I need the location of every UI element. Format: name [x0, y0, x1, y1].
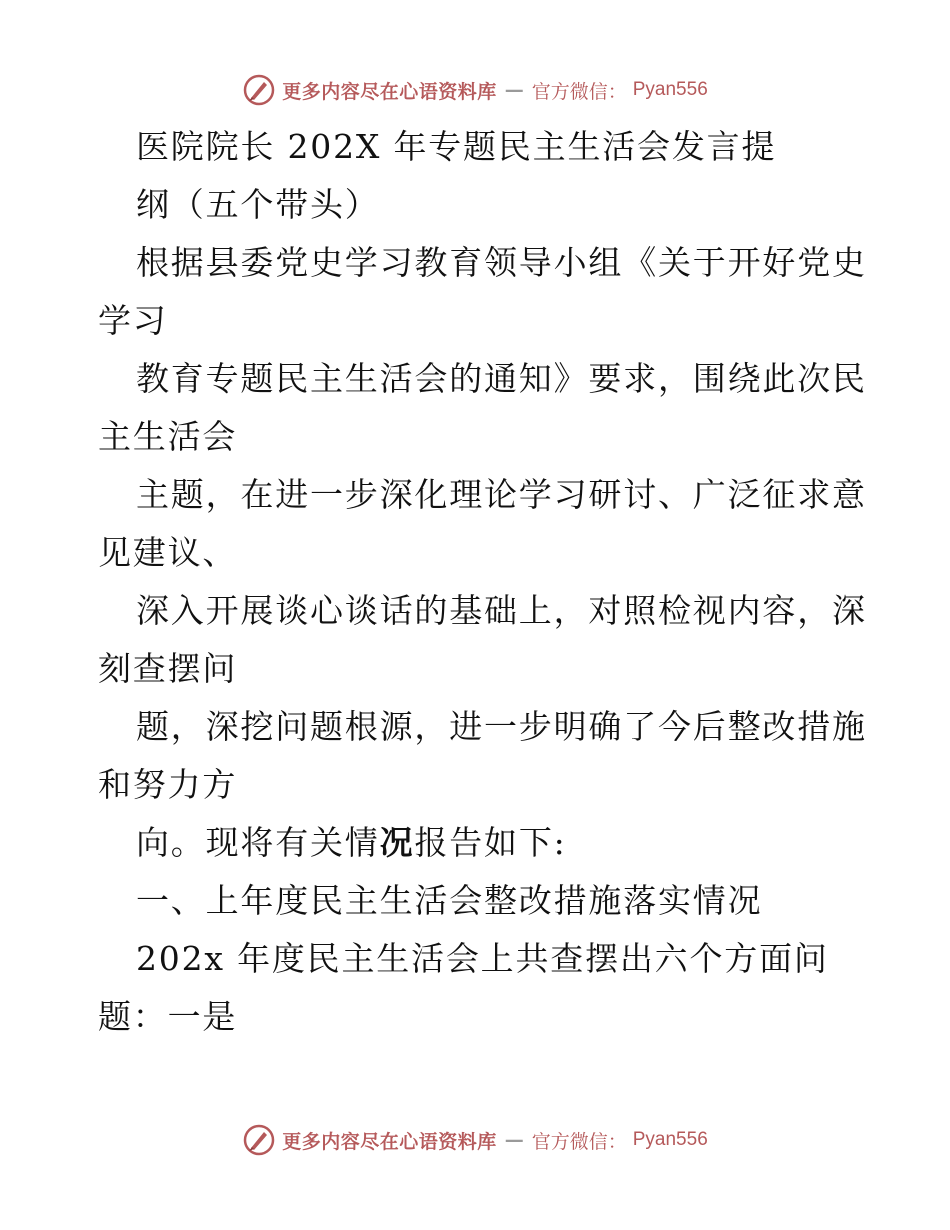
doc-paragraph-line: 主生活会: [98, 417, 238, 456]
doc-paragraph-line: 根据县委党史学习教育领导小组《关于开好党史: [136, 243, 867, 282]
banner-wechat-id: Pyan556: [632, 1129, 708, 1150]
doc-paragraph-line: 主题，在进一步深化理论学习研讨、广泛征求意: [136, 475, 867, 514]
document-body: [98, 118, 867, 1046]
banner-wechat-label: 官方微信：: [531, 1130, 627, 1153]
doc-paragraph-line: 学习: [98, 301, 168, 340]
doc-paragraph-line: 深入开展谈心谈话的基础上，对照检视内容，深: [136, 591, 867, 630]
quill-pen-logo-icon: [242, 73, 276, 107]
banner-text: 更多内容尽在心语资料库: [282, 1130, 497, 1153]
doc-paragraph-line: [98, 814, 858, 872]
doc-paragraph-line: 教育专题民主生活会的通知》要求，围绕此次民: [136, 359, 867, 398]
footer-banner: [0, 1120, 950, 1160]
doc-title-line-2: 纲（五个带头）: [136, 185, 380, 224]
doc-bold-character: 况: [379, 823, 415, 862]
doc-paragraph-line: 刻查摆问: [98, 649, 238, 688]
banner-text: 更多内容尽在心语资料库: [282, 80, 497, 103]
doc-text-segment: 向。现将有关情: [136, 823, 380, 862]
doc-paragraph-line: 202x 年度民主生活会上共查摆出六个方面问: [136, 939, 829, 978]
doc-section-heading: 一、上年度民主生活会整改措施落实情况: [136, 881, 763, 920]
doc-text-segment: 报告如下:: [414, 823, 567, 862]
banner-wechat-label: 官方微信：: [531, 80, 627, 103]
banner-wechat-id: Pyan556: [632, 79, 708, 100]
header-banner: [0, 70, 950, 110]
doc-paragraph-line: 题：一是: [98, 997, 238, 1036]
banner-dash: —: [504, 1129, 524, 1151]
doc-paragraph-line: 题，深挖问题根源，进一步明确了今后整改措施: [136, 707, 867, 746]
doc-paragraph-line: 和努力方: [98, 765, 238, 804]
quill-pen-logo-icon: [242, 1123, 276, 1157]
doc-paragraph-line: 见建议、: [98, 533, 238, 572]
banner-dash: —: [504, 79, 524, 101]
doc-title-line-1: 医院院长 202X 年专题民主生活会发言提: [136, 127, 777, 166]
